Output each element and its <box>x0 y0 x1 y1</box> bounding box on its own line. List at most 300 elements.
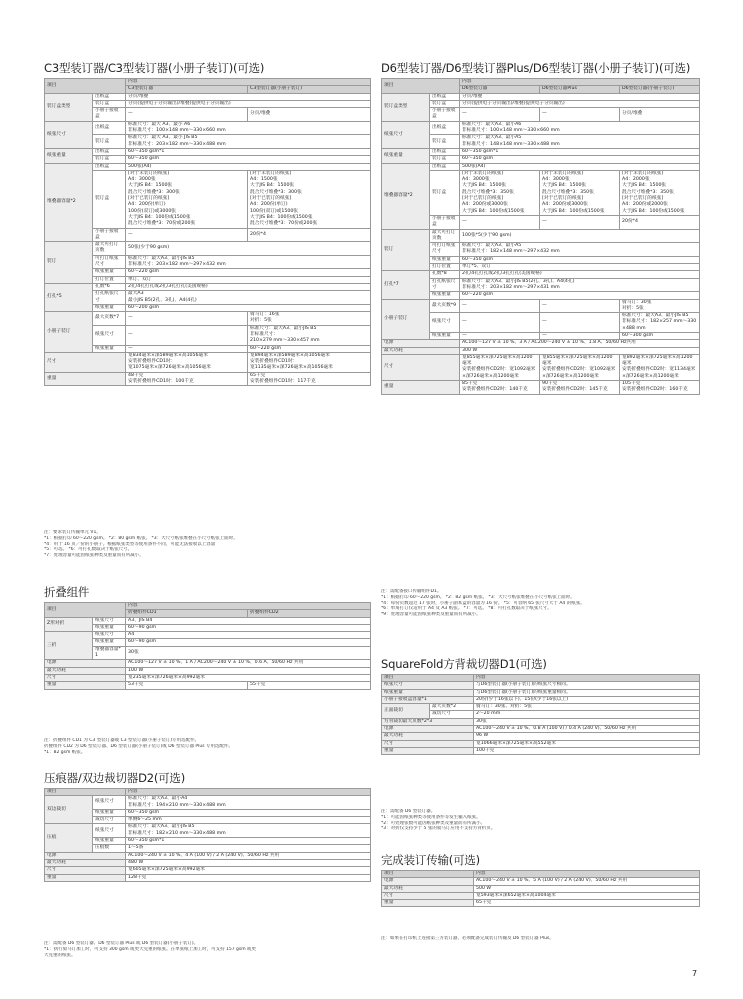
row-subitem: 纸张尺寸 <box>93 617 126 624</box>
row-value: 骑马订：30张 对折：5张 <box>620 299 700 313</box>
table-row <box>382 278 700 292</box>
table-row <box>382 885 700 892</box>
row-category: 堆叠器容量*2 <box>45 163 93 242</box>
row-value: [对于未装订的纸张] A4：1500张 大于JIS B4：1500张 混合尺寸堆叠*3：300张 [对于已装订的纸张] A4：200份(单订) 100份(双订)或1500张 大于JIS B4：100份或1500张 混合尺寸堆叠*3：70份或200张 <box>248 170 371 228</box>
table-row <box>382 747 700 754</box>
row-value: 标准尺寸：最大A3、最小JIS B5 非标准尺寸：182×257 mm～330×488 mm <box>620 313 700 333</box>
row-value: 分页/堆叠 <box>620 108 700 122</box>
row-value: 85千克 安装折叠组件CD2时：140千克 <box>460 381 540 395</box>
header-col-1: 折叠组件CD1 <box>126 610 248 617</box>
row-value: 500 W <box>474 885 700 892</box>
row-value: — <box>540 313 620 333</box>
row-label: 电源 <box>45 660 126 667</box>
table-row <box>45 291 371 305</box>
fold-spec-table <box>44 602 371 690</box>
row-subitem: 装订盒 <box>430 170 460 215</box>
row-subitem: 纸张重量 <box>430 256 460 263</box>
table-row <box>45 283 371 290</box>
row-value: — <box>126 312 248 326</box>
table-row <box>45 242 371 256</box>
row-label: 重量 <box>45 874 126 881</box>
c3-table-wrap <box>44 78 370 386</box>
table-row <box>45 170 371 228</box>
row-value: 300 W <box>460 347 700 354</box>
row-value: 96 W <box>474 733 700 740</box>
row-category: 压痕 <box>45 824 93 852</box>
row-subitem: 可打订纸张尺寸 <box>93 255 126 269</box>
table-row <box>382 900 700 907</box>
d6-spec-table <box>381 78 700 395</box>
row-value: 单侧6～25 mm <box>126 817 371 824</box>
row-value: — <box>460 215 540 229</box>
row-subitem: 小册子接收盒 <box>430 215 460 229</box>
row-category: 纸张重量 <box>382 148 430 163</box>
row-value: [对于未装订的纸张] A4：3000张 大于JIS B4：1500张 混合尺寸堆叠*3：350张 [对于已装订的纸张] A4：200份或3000张 大于JIS B4：100份或1500张 <box>460 170 540 215</box>
header-content: 内容 <box>460 79 700 86</box>
crease-notes <box>44 941 370 958</box>
d6-section-title: D6型装订器/D6型装订器Plus/D6型装订器(小册子装订)(可选) <box>381 61 691 75</box>
row-value: 宽855毫米×深725毫米×高1200毫米 安装折叠组件CD2时：宽1092毫米×深726毫米×高1200毫米 <box>460 354 540 380</box>
table-row <box>382 892 700 899</box>
header-item: 项目 <box>45 79 126 94</box>
footnote: 折叠组件 CD2 为 D6 型装订器、D6 型装订器(小册子装订)或 D6 型装订器 Plus 专用选配件。 <box>44 743 233 749</box>
row-value: — <box>460 108 540 122</box>
footnote: *4：用于 16 页／份的小册子。根据纸张类型等使用条件不同，可能无法接收以上容量 <box>44 541 216 547</box>
row-value: 分页(提供电子分页输出)/堆叠(提供电子分页输出) <box>460 100 700 107</box>
row-subitem: 可打订纸张尺寸 <box>430 243 460 257</box>
row-value: 骑马订：30张、对折：5张 <box>474 704 700 711</box>
row-value: 500张(A4) <box>460 163 700 170</box>
table-row <box>45 163 371 170</box>
table-row <box>45 845 371 852</box>
row-value: — <box>460 332 540 339</box>
row-value: 分页/堆叠 <box>126 93 371 100</box>
header-item: 项目 <box>45 603 126 618</box>
row-value: 标准尺寸：最大A3、最小JIS B5(2孔、3孔)、A4(4孔) 非标准尺寸：203×182 mm～297×431 mm <box>460 278 700 292</box>
row-subitem: 孔数*6 <box>93 283 126 290</box>
row-label: 重量 <box>45 682 126 689</box>
squarefold-section-title: SquareFold方背裁切器D1(可选) <box>381 657 547 671</box>
row-subitem: 小册子接收盒 <box>93 108 126 122</box>
footnote: *1：执行骑马订加工时，可支持 300 gsm 或更大克重的纸张。在单张纸上加工时，可支持 157 gsm 或更 <box>44 946 257 952</box>
table-row <box>45 269 371 276</box>
table-row <box>45 312 371 326</box>
row-category: 打孔*7 <box>382 271 430 299</box>
row-value: 分页/堆叠 <box>460 93 700 100</box>
row-value: 1～5条 <box>126 845 371 852</box>
footnote: 注：折叠组件 CD1 为 C3 型装订器或 C3 型装订器(小册子装订)专用选配件。 <box>44 738 200 743</box>
row-value: 500张(A4) <box>126 163 371 170</box>
table-row <box>382 726 700 733</box>
row-subitem: 纸张尺寸 <box>93 824 126 838</box>
header-content: 内容 <box>474 871 700 878</box>
row-subitem: 纸张重量 <box>93 345 126 352</box>
table-row <box>45 121 371 135</box>
row-value: — <box>540 299 620 313</box>
row-category: 装订盒类型 <box>382 93 430 121</box>
row-value: 宽892毫米×深725毫米×高1200毫米 安装折叠组件CD2时：宽1134毫米×深726毫米×高1200毫米 <box>620 354 700 380</box>
page-number: 7 <box>692 969 698 978</box>
row-subitem: 最大可打订页数 <box>430 229 460 243</box>
table-row <box>382 381 700 395</box>
d6-notes <box>381 589 699 618</box>
row-subitem: 打孔纸张尺寸 <box>430 278 460 292</box>
table-row <box>382 243 700 257</box>
row-label: 电源 <box>45 852 126 859</box>
row-value: 分页(提供电子分页输出)/堆叠(提供电子分页输出) <box>126 100 371 107</box>
row-value: 60～220 gsm <box>460 292 700 299</box>
row-value: — <box>460 299 540 313</box>
footnote: *1：根据打印 60～220 gsm。 *2：80 gsm 纸张。 *3：大尺寸纸张堆叠在小尺寸纸张上面时。 <box>44 535 238 541</box>
table-row <box>45 345 371 352</box>
table-row <box>45 809 371 816</box>
table-row <box>45 108 371 122</box>
table-row <box>382 135 700 149</box>
row-category: 小册子装订 <box>382 299 430 340</box>
table-row <box>45 660 371 667</box>
table-row <box>382 740 700 747</box>
row-value: AC100～240 V ± 10 %、4 A (100 V) / 2 A (240 V)、50/60 Hz 共用 <box>126 852 371 859</box>
table-row <box>382 156 700 163</box>
table-row <box>382 229 700 243</box>
table-row <box>382 163 700 170</box>
c3-notes <box>44 530 370 559</box>
crease-section-title: 压痕器/双边裁切器D2(可选) <box>44 771 186 785</box>
row-value: 60～350 gsm*1 <box>126 148 371 155</box>
squarefold-spec-table <box>381 674 700 755</box>
footnote: 注：需配备 D6 型装订器、D6 型装订器 Plus 或 D6 型装订器(小册子装订)。 <box>44 941 199 946</box>
table-row <box>382 682 700 689</box>
table-row <box>382 148 700 155</box>
table-row <box>382 733 700 740</box>
row-value: — <box>540 332 620 339</box>
row-subitem: 出纸盒 <box>430 121 460 135</box>
row-label: 尺寸 <box>382 892 474 899</box>
row-subitem: 纸张尺寸 <box>93 632 126 639</box>
footnote: *1：82 gsm 纸张。 <box>44 749 86 755</box>
row-value: AC100～127 V ± 10 %、3 A / AC200～240 V ± 10 %、1.8 A、50/60 Hz共用 <box>460 340 700 347</box>
row-value: 105千克 安装折叠组件CD2时：160千克 <box>620 381 700 395</box>
row-category: 装订 <box>382 229 430 271</box>
row-category: Z形对折 <box>45 617 93 632</box>
row-value: 128千克 <box>126 874 371 881</box>
row-subitem: 打孔纸张尺寸 <box>93 291 126 305</box>
transport-table-wrap <box>381 870 699 907</box>
header-content: 内容 <box>126 603 371 610</box>
table-row <box>45 372 371 386</box>
row-value: 标准尺寸：最大A3、最小JIS B5 非标准尺寸：182×210 mm～330×488 mm <box>126 824 371 838</box>
row-value: — <box>540 215 620 229</box>
table-row <box>382 271 700 278</box>
header-col-2: C3型装订器(小册子装订) <box>248 86 371 93</box>
table-row <box>382 313 700 333</box>
row-label: 纸张重量 <box>382 689 474 696</box>
row-value: 单订、双订 <box>126 276 371 283</box>
row-label: 尺寸 <box>45 352 126 372</box>
table-row <box>382 100 700 107</box>
row-subitem: 打订位置 <box>430 264 460 271</box>
squarefold-table-wrap <box>381 674 699 755</box>
row-value: — <box>126 345 248 352</box>
row-subitem: 最大页数*9 <box>430 299 460 313</box>
squarefold-notes <box>381 809 699 832</box>
row-subitem: 孔数*8 <box>430 271 460 278</box>
row-subitem: 小册子接收盒 <box>93 228 126 242</box>
header-content: 内容 <box>126 79 371 86</box>
table-row <box>382 264 700 271</box>
row-category: 堆叠器容量*2 <box>382 163 430 229</box>
row-value: 20份*4 <box>248 228 371 242</box>
table-row <box>382 256 700 263</box>
row-subitem: 纸张重量 <box>430 332 460 339</box>
header-col-1: C3型装订器 <box>126 86 248 93</box>
row-value: 与D6型装订器(小册子装订)的纸张重量相同。 <box>474 689 700 696</box>
row-label: 最大功耗 <box>382 733 474 740</box>
row-value: 2孔/4孔打孔或2孔/3孔打孔(美国规格) <box>126 283 371 290</box>
fold-table-wrap <box>44 602 370 690</box>
table-row <box>382 170 700 215</box>
row-subitem: 最大页数*2 <box>430 704 474 711</box>
row-subitem: 出纸盒 <box>93 121 126 135</box>
row-category: 装订 <box>45 242 93 284</box>
table-row <box>382 347 700 354</box>
table-row <box>45 228 371 242</box>
fold-section-title: 折叠组件 <box>44 585 90 599</box>
row-value: 单订*5、双订 <box>460 264 700 271</box>
row-subitem: 纸张重量 <box>93 809 126 816</box>
table-row <box>45 93 371 100</box>
footnote: 注：如果在打印机上连接第三方装订器，必须配备完成装订传输及 D6 型装订器 Plus。 <box>381 936 554 941</box>
row-value: 60～90 gsm <box>126 639 371 646</box>
row-label: 重量 <box>382 747 474 754</box>
row-subitem: 装订盒 <box>430 135 460 149</box>
row-label: 最大功耗 <box>45 859 126 866</box>
row-category: 纸张尺寸 <box>382 121 430 148</box>
table-row <box>45 148 371 155</box>
row-category: 打孔*5 <box>45 283 93 311</box>
row-value: 宽605毫米×深725毫米×高992毫米 <box>126 867 371 874</box>
row-value: 标准尺寸：最大A3、最小A6 非标准尺寸：100×148 mm～330×660 mm <box>460 121 700 135</box>
row-subitem: 纸张重量 <box>430 292 460 299</box>
row-value: 宽593毫米×深652毫米×高1004毫米 <box>474 892 700 899</box>
row-value: 60～350 gsm <box>126 809 371 816</box>
row-value: 90千克 安装折叠组件CD2时：145千克 <box>540 381 620 395</box>
row-subitem: 最大页数*7 <box>93 312 126 326</box>
table-row <box>45 817 371 824</box>
row-value: 标准尺寸：最大A3、最小A4 非标准尺寸：194×210 mm～330×488 mm <box>126 796 371 810</box>
table-row <box>45 674 371 681</box>
row-subitem: 裁切尺寸 <box>430 711 474 718</box>
row-subitem: 纸张重量 <box>93 269 126 276</box>
row-label: 重量 <box>382 381 460 395</box>
row-subitem: 出纸盒 <box>93 148 126 155</box>
row-subitem: 装订盒 <box>93 100 126 107</box>
row-category: 纸张重量 <box>45 148 93 163</box>
table-row <box>45 838 371 845</box>
table-row <box>382 696 700 703</box>
row-value: 55千克 <box>248 682 371 689</box>
row-value: 53千克 <box>126 682 248 689</box>
footnote: *3：对折仅支持少于 5 张的骑马订应用不支持方背折页。 <box>381 826 496 832</box>
row-label: 最大功耗 <box>45 667 126 674</box>
row-value: [对于未装订的纸张] A4：2000张 大于JIS B4：1500张 混合尺寸堆叠*3：350张 [对于已装订的纸张] A4：200份或2000张 大于JIS B4：100份或1500张 <box>620 170 700 215</box>
row-category: 正面裁切 <box>382 704 430 719</box>
fold-notes <box>44 738 370 755</box>
header-item: 项目 <box>382 871 474 878</box>
table-row <box>45 100 371 107</box>
table-row <box>382 292 700 299</box>
table-row <box>382 354 700 380</box>
table-row <box>45 325 371 345</box>
row-value: — <box>126 108 248 122</box>
header-col-2: D6型装订器Plus <box>540 86 620 93</box>
crease-table-wrap <box>44 788 370 882</box>
table-row <box>45 667 371 674</box>
row-subitem: 装订盒 <box>93 135 126 149</box>
transport-section-title: 完成装订传输(可选) <box>381 853 480 867</box>
row-value: 标准尺寸：最大 A3、最小 A6 非标准尺寸：100×148 mm～330×660 mm <box>126 121 371 135</box>
row-value: A3、JIS B4 <box>126 617 371 624</box>
row-value: A4 <box>126 632 371 639</box>
footnote: *6：单角打订仅适用于 A4 及 A3 纸张。 *7：可选。 *8：可打孔数取决于纸张尺寸。 <box>381 606 552 612</box>
row-value: — <box>460 313 540 333</box>
row-subitem: 纸张尺寸 <box>93 796 126 810</box>
row-value: 65千克 <box>474 900 700 907</box>
row-subitem: 出纸盒 <box>430 163 460 170</box>
row-value: 标准尺寸：最大A3、最小A5 非标准尺寸：148×148 mm～330×488 mm <box>460 135 700 149</box>
row-label: 电源 <box>382 726 474 733</box>
row-value: 65千克 安装折叠组件CD1时：117千克 <box>248 372 371 386</box>
table-row <box>382 718 700 725</box>
footnote: *1：可能因纸张种类等使用条件等发生输入纸张。 <box>381 814 481 820</box>
table-row <box>382 689 700 696</box>
row-category: 纸张尺寸 <box>45 121 93 148</box>
row-value: [对于未装订的纸张] A4：3000张 大于JIS B4：1500张 混合尺寸堆叠*3：350张 [对于已装订的纸张] A4：200份或3000张 大于JIS B4：100份或1500张 <box>540 170 620 215</box>
table-row <box>382 340 700 347</box>
row-value: 60～350 gsm <box>460 156 700 163</box>
c3-spec-table <box>44 78 371 386</box>
table-row <box>45 304 371 311</box>
row-value: 与D6型装订器(小册子装订)的纸张尺寸相同。 <box>474 682 700 689</box>
row-category: 双边裁切 <box>45 796 93 824</box>
row-category: 装订盒类型 <box>45 93 93 121</box>
transport-spec-table <box>381 870 700 907</box>
table-row <box>382 121 700 135</box>
row-value: 20份*4 <box>620 215 700 229</box>
table-row <box>45 682 371 689</box>
row-subitem: 纸张重量 <box>93 838 126 845</box>
row-value: AC100～240 V ± 10 %、0.8 A (100 V) / 0.4 A (240 V)、50/60 Hz 共用 <box>474 726 700 733</box>
row-value: 骑马订：16张 对折：5张 <box>248 312 371 326</box>
row-value: 50张(少于90 gsm) <box>126 242 371 256</box>
row-value: 2孔/4孔打孔或2孔/3孔打孔(美国规格) <box>460 271 700 278</box>
table-row <box>45 255 371 269</box>
table-row <box>45 867 371 874</box>
row-label: 电源 <box>382 878 474 885</box>
footnote: *2：可处理张数可能因纸张种类及重量而有所减小。 <box>381 820 486 826</box>
table-row <box>382 108 700 122</box>
row-value: 60～350 gsm <box>460 256 700 263</box>
row-subitem: 小册子接收盒 <box>430 108 460 122</box>
table-row <box>45 624 371 631</box>
row-value: 60～220 gsm <box>248 345 371 352</box>
footnote: 注：需配备接口传输组件D1。 <box>381 589 442 594</box>
row-subitem: 纸张重量 <box>93 624 126 631</box>
footnote: *5：可选。 *6：可打孔数取决于纸张尺寸。 <box>44 547 133 553</box>
footnote: 大克重的纸张。 <box>44 952 76 958</box>
row-value: 宽235毫米×深726毫米×高992毫米 <box>126 674 371 681</box>
table-row <box>45 852 371 859</box>
row-value: [对于未装订的纸张] A4：3000张 大于JIS B4：1500张 混合尺寸堆叠*3：300张 [对于已装订的纸张] A4：200份(单订) 100份(双订)或3000张 大于JIS B4：100份或1500张 混合尺寸堆叠*3：70份或200张 <box>126 170 248 228</box>
row-value: 100 W <box>126 667 371 674</box>
row-value: 100千克 <box>474 747 700 754</box>
row-label: 重量 <box>382 900 474 907</box>
row-value: AC100～127 V ± 10 %、1 A / AC200～240 V ± 10 %、0.6 A、50/60 Hz 共用 <box>126 660 371 667</box>
row-value: 60～350 gsm*1 <box>460 148 700 155</box>
table-row <box>45 859 371 866</box>
row-value: 60～90 gsm <box>126 624 371 631</box>
crease-spec-table <box>44 788 371 882</box>
table-row <box>45 156 371 163</box>
header-col-1: D6型装订器 <box>460 86 540 93</box>
row-value: — <box>540 108 620 122</box>
row-subitem: 打订位置 <box>93 276 126 283</box>
row-category: 小册子装订 <box>45 312 93 353</box>
row-label: 尺寸 <box>382 740 474 747</box>
row-value: AC100～240 V ± 10 %、5 A (100 V) / 2 A (240 V)、50/60 Hz 共用 <box>474 878 700 885</box>
row-label: 小册子接收盒容量*1 <box>382 696 474 703</box>
row-label: 最大功耗 <box>382 347 460 354</box>
row-value: 60～200 gsm <box>126 304 371 311</box>
row-value: 分页/堆叠 <box>248 108 371 122</box>
c3-section-title: C3型装订器/C3型装订器(小册子装订)(可选) <box>44 61 265 75</box>
row-value: 标准尺寸：最大 A3、最小 JIS B5 非标准尺寸：203×182 mm～330×488 mm <box>126 135 371 149</box>
table-row <box>45 617 371 624</box>
table-row <box>45 646 371 660</box>
row-value: 标准尺寸：最大A3、最小A5 非标准尺寸：182×148 mm～297×432 mm <box>460 243 700 257</box>
row-value: 30张 <box>474 718 700 725</box>
row-value: 48千克 安装折叠组件CD1时：100千克 <box>126 372 248 386</box>
row-label: 电源 <box>382 340 460 347</box>
row-label: 重量 <box>45 372 126 386</box>
row-subitem: 出纸盒 <box>93 163 126 170</box>
row-value: 宽855毫米×深725毫米×高1200毫米 安装折叠组件CD2时：宽1092毫米×深726毫米×高1200毫米 <box>540 354 620 380</box>
row-subitem: 压痕数 <box>93 845 126 852</box>
row-value: 60～350 gsm <box>126 156 371 163</box>
footnote: *9：处理容量可能因纸张种类及重量而有所减小。 <box>381 612 481 618</box>
row-category: 三折 <box>45 632 93 660</box>
row-value: 20份(少于16张以下)、15份(少于16张以上) <box>474 696 700 703</box>
table-row <box>45 135 371 149</box>
footnote: 注：要求装订传输单元 V1。 <box>44 530 101 535</box>
table-row <box>45 824 371 838</box>
row-value: 2～20 mm <box>474 711 700 718</box>
row-value: 最大A3 最小JIS B5(2孔、3孔)、A4(4孔) <box>126 291 371 305</box>
table-row <box>45 874 371 881</box>
row-subitem: 出纸盒 <box>430 148 460 155</box>
transport-notes <box>381 936 699 942</box>
row-value: 60～350 gsm*1 <box>126 838 371 845</box>
header-item: 项目 <box>45 789 126 796</box>
table-row <box>45 639 371 646</box>
row-value: 60～300 gsm <box>620 332 700 339</box>
table-row <box>382 711 700 718</box>
row-value: 30张 <box>126 646 371 660</box>
row-value: — <box>126 325 248 345</box>
row-subitem: 纸张尺寸 <box>430 313 460 333</box>
row-subitem: 出纸盒 <box>93 93 126 100</box>
table-row <box>45 632 371 639</box>
